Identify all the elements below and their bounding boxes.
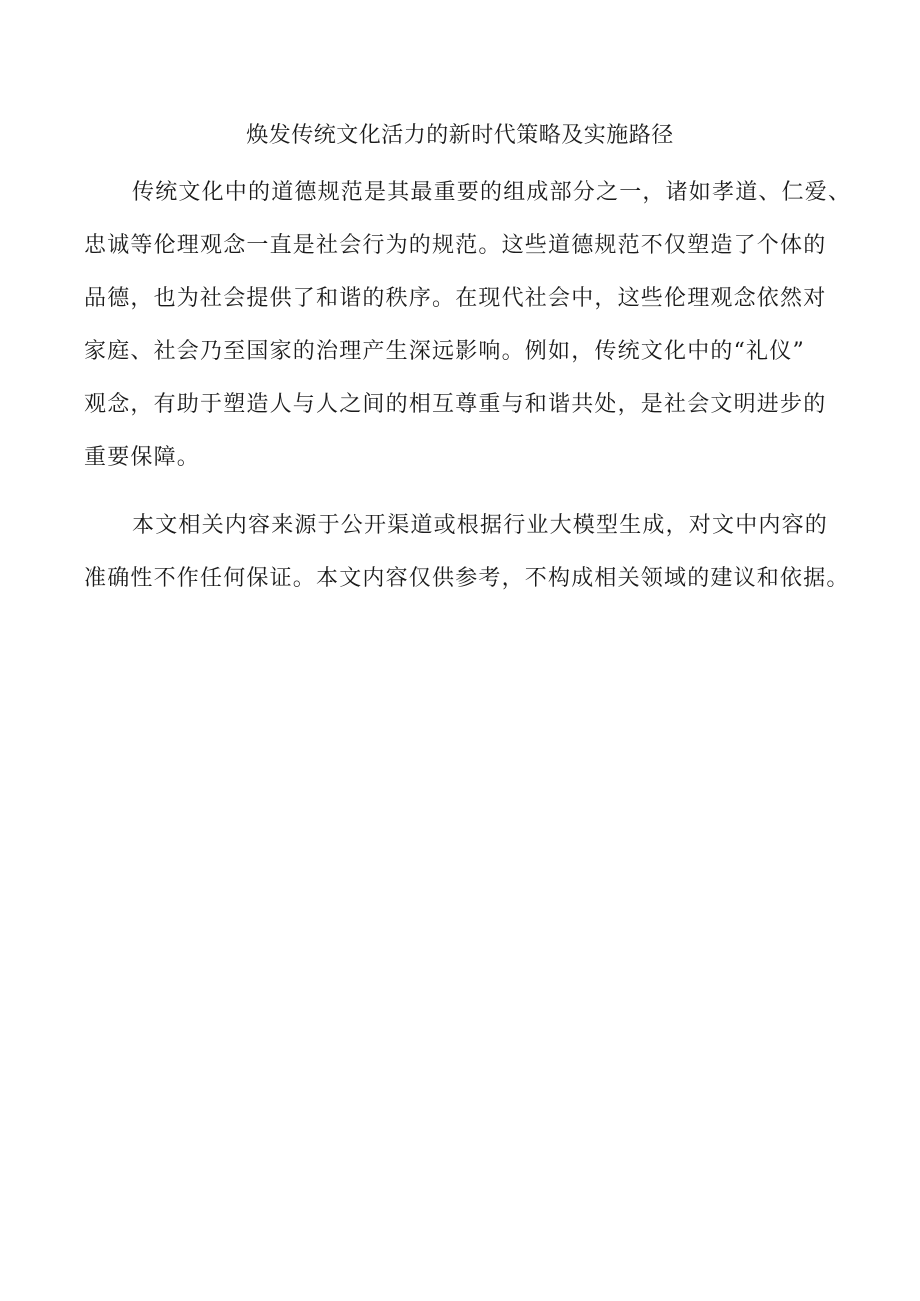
paragraph-line: 忠诚等伦理观念一直是社会行为的规范。这些道德规范不仅塑造了个体的	[84, 233, 827, 258]
document-title: 焕发传统文化活力的新时代策略及实施路径	[246, 123, 674, 148]
paragraph-line: 本文相关内容来源于公开渠道或根据行业大模型生成，对文中内容的	[132, 513, 829, 538]
paragraph-line: 传统文化中的道德规范是其最重要的组成部分之一，诸如孝道、仁爱、	[132, 180, 852, 205]
paragraph-line: 重要保障。	[84, 445, 201, 470]
paragraph-line: 观念，有助于塑造人与人之间的相互尊重与和谐共处，是社会文明进步的	[84, 392, 827, 417]
paragraph-line: 准确性不作任何保证。本文内容仅供参考，不构成相关领域的建议和依据。	[84, 566, 850, 591]
paragraph-line: 品德，也为社会提供了和谐的秩序。在现代社会中，这些伦理观念依然对	[84, 286, 827, 311]
paragraph-line: 家庭、社会乃至国家的治理产生深远影响。例如，传统文化中的“礼仪”	[84, 339, 805, 364]
